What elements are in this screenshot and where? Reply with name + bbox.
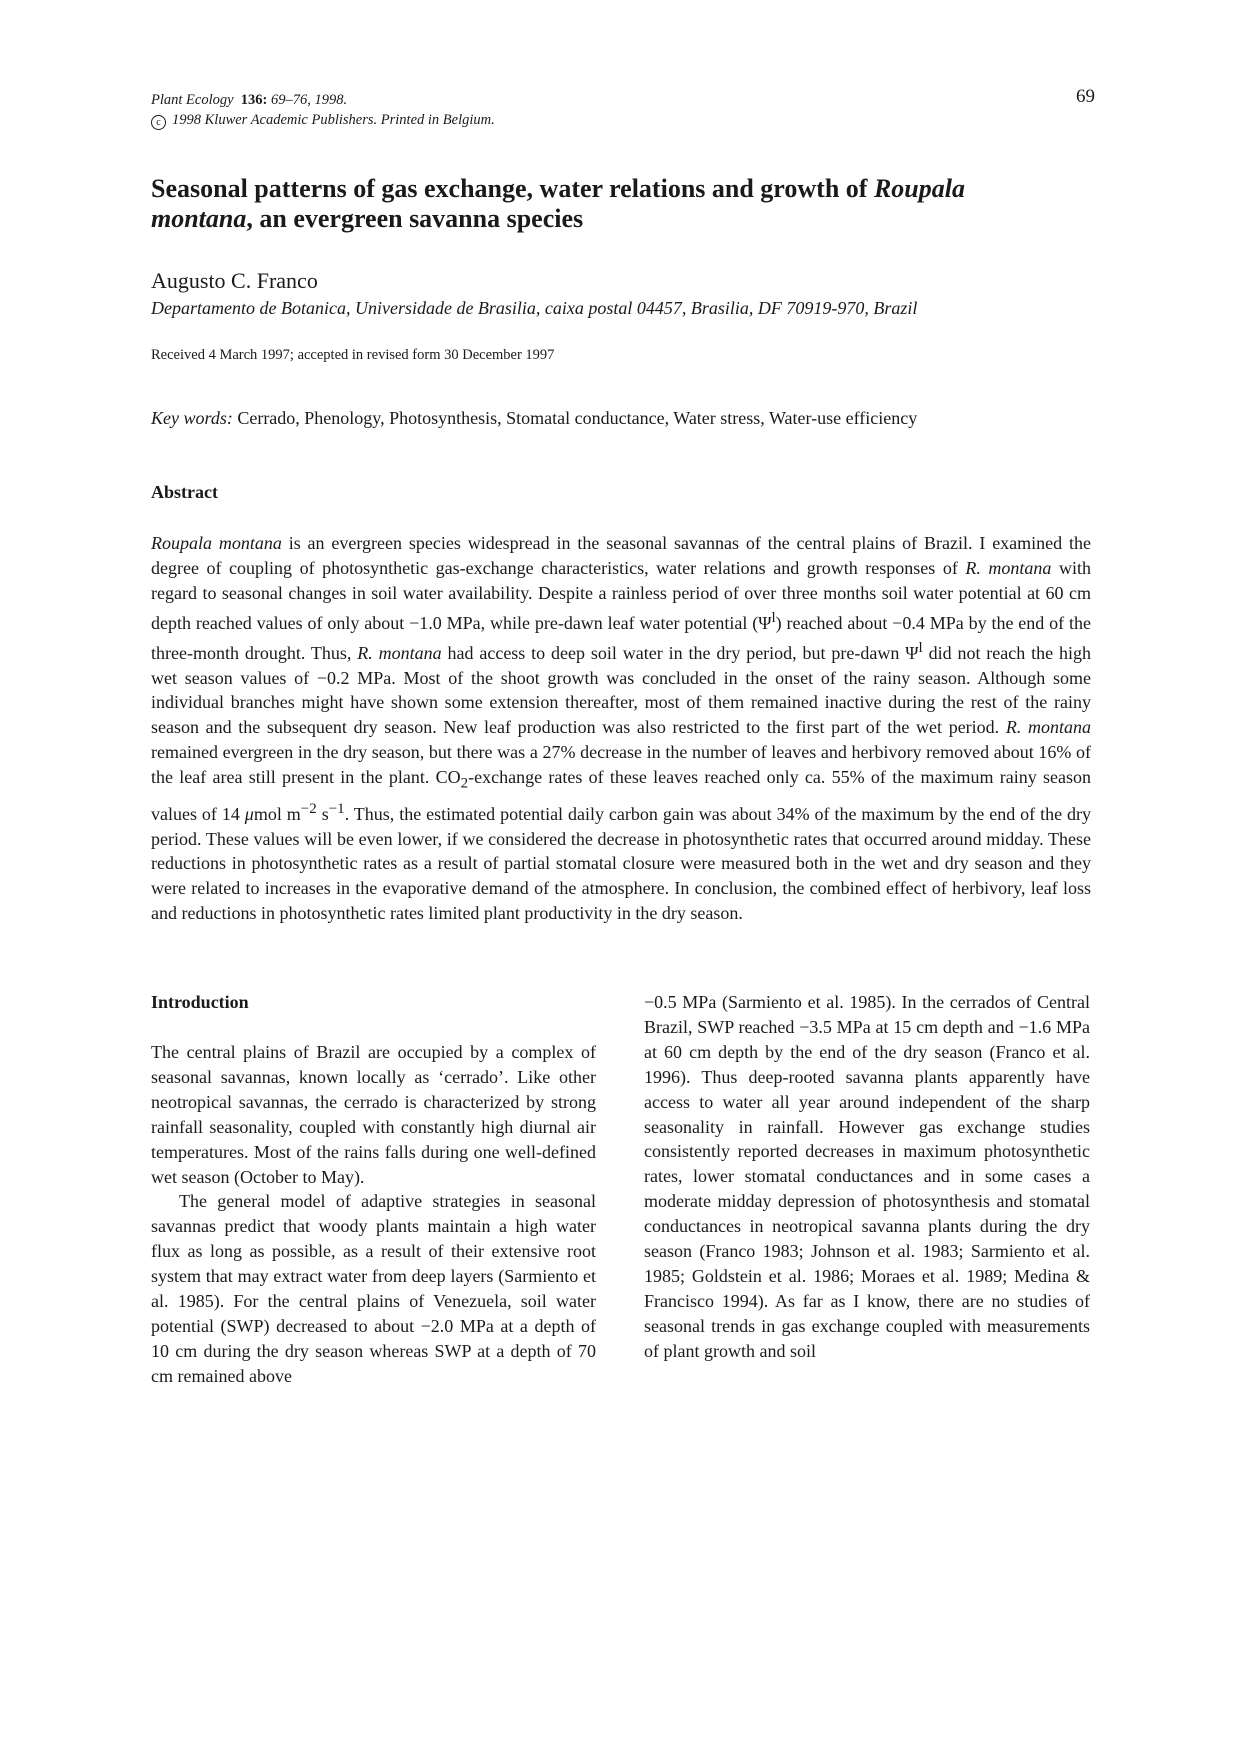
article-title: Seasonal patterns of gas exchange, water relations and growth of Roupala montana, an evergreen savanna species <box>151 174 965 233</box>
introduction-right-column: −0.5 MPa (Sarmiento et al. 1985). In the cerrados of Central Brazil, SWP reached −3.5 MPa at 15 cm depth and −1.6 MPa at 60 cm depth by the end of the dry season (Franco et al. 1996). Thus deep-rooted savanna plants apparently have access to water all year around independent of the sharp seasonality in rainfall. However gas exchange studies consistently reported decreases in maximum photosynthetic rates, lower stomatal conductances and in some cases a moderate midday depression of photosynthesis and stomatal conductances in neotropical savanna plants during the dry season (Franco 1983; Johnson et al. 1983; Sarmiento et al. 1985; Goldstein et al. 1986; Moraes et al. 1989; Medina & Francisco 1994). As far as I know, there are no studies of seasonal trends in gas exchange coupled with measurements of plant growth and soil <box>644 992 1090 1361</box>
journal-pages: 69–76, 1998. <box>271 92 348 108</box>
publisher-text: Kluwer Academic Publishers. Printed in Belgium. <box>204 112 495 128</box>
keywords <box>151 408 917 429</box>
introduction-heading: Introduction <box>151 992 249 1012</box>
copyright-icon: c <box>151 115 166 130</box>
keywords-list: Cerrado, Phenology, Photosynthesis, Stomatal conductance, Water stress, Water-use efficiency <box>232 408 918 428</box>
title-species-genus: Roupala <box>873 174 965 203</box>
introduction-left-column <box>151 1040 596 1389</box>
author-name: Augusto C. Franco <box>151 268 318 293</box>
journal-name: Plant Ecology <box>151 92 234 108</box>
abstract-heading: Abstract <box>151 482 218 502</box>
author-affiliation: Departamento de Botanica, Universidade de Brasilia, caixa postal 04457, Brasilia, DF 70919-970, Brazil <box>151 298 918 318</box>
journal-volume: 136: <box>240 92 268 108</box>
received-dates: Received 4 March 1997; accepted in revised form 30 December 1997 <box>151 347 555 363</box>
introduction-paragraph-1: The central plains of Brazil are occupied by a complex of seasonal savannas, known locally as ‘cerrado’. Like other neotropical savannas, the cerrado is characterized by strong rainfall seasonality, coupled with constantly high diurnal air temperatures. Most of the rains falls during one well-defined wet season (October to May). <box>151 1042 596 1187</box>
journal-header <box>151 90 495 130</box>
keywords-label: Key words: <box>151 408 233 428</box>
copyright-line <box>151 110 495 130</box>
title-species-epithet: montana <box>151 204 247 233</box>
abstract-body: Roupala montana is an evergreen species widespread in the seasonal savannas of the central plains of Brazil. I examined the degree of coupling of photosynthetic gas-exchange characteristics, water relations and growth responses of R. montana with regard to seasonal changes in soil water availability. Despite a rainless period of over three months soil water potential at 60 cm depth reached values of only about −1.0 MPa, while pre-dawn leaf water potential $(\Psi^l)$ reached about −0.4 MPa by the end of the three-month drought. Thus, R. montana had access to deep soil water in the dry period, but pre-dawn $\Psi^l$ did not reach the high wet season values of −0.2 MPa. Most of the shoot growth was concluded in the onset of the rainy season. Although some individual branches might have shown some extension thereafter, most of them remained inactive during the rest of the rainy season and the subsequent dry season. New leaf production was also restricted to the first part of the wet period. R. montana remained evergreen in the dry season, but there was a 27% decrease in the number of leaves and herbivory removed about 16% of the leaf area still present in the plant. $CO_2$-exchange rates of these leaves reached only ca. 55% of the maximum rainy season values of 14 μmol $m^{-2}$ $s^{-1}$. Thus, the estimated potential daily carbon gain was about 34% of the maximum by the end of the dry period. These values will be even lower, if we considered the decrease in photosynthetic rates that occurred around midday. These reductions in photosynthetic rates as a result of partial stomatal closure were measured both in the wet and dry season and they were related to increases in the evaporative demand of the atmosphere. In conclusion, the combined effect of herbivory, leaf loss and reductions in photosynthetic rates limited plant productivity in the dry season. <box>151 533 1092 924</box>
copyright-year: 1998 <box>172 112 201 128</box>
journal-citation <box>151 90 495 110</box>
page-number: 69 <box>1076 86 1095 107</box>
introduction-paragraph-2: The general model of adaptive strategies in seasonal savannas predict that woody plants maintain a high water flux as long as possible, as a result of their extensive root system that may extract water from deep layers (Sarmiento et al. 1985). For the central plains of Venezuela, soil water potential (SWP) decreased to about −2.0 MPa at a depth of 10 cm during the dry season whereas SWP at a depth of 70 cm remained above <box>151 1191 596 1386</box>
